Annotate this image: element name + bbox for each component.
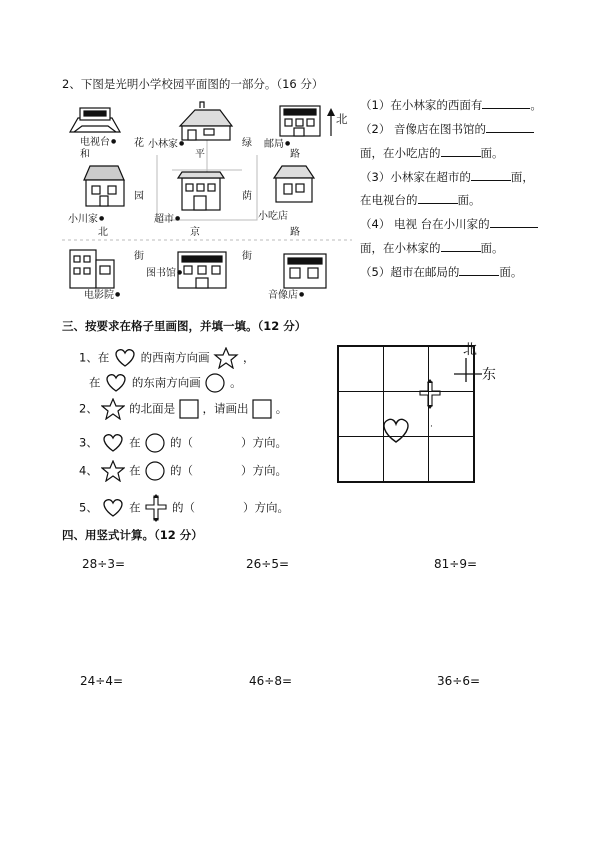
map-label-jie2: 街: [242, 251, 252, 262]
map-label-lu2: 路: [290, 227, 300, 238]
circle-icon: [144, 460, 166, 482]
map-label-he: 和: [80, 149, 90, 160]
star-icon: [213, 347, 239, 369]
map-label-av: 音像店 ●: [268, 289, 304, 302]
heart-icon: [101, 498, 125, 518]
q3-line-3: 2、 的北面是 ，请画出 。: [79, 398, 287, 420]
q3-line-5: 4、 在 的（ ）方向。: [79, 460, 287, 482]
circle-icon: [144, 432, 166, 454]
north-arrow-icon: [326, 108, 336, 136]
map-label-lv: 绿: [242, 138, 252, 149]
q2-item-3b: 在电视台的 面。: [360, 193, 481, 207]
answer-blank[interactable]: [482, 97, 530, 109]
q2-item-4: （4） 电视 台在小川家的: [360, 216, 538, 231]
compass-east-label: 东: [482, 367, 496, 383]
calc-problem-4: 24÷4=: [80, 674, 124, 688]
map-north-label: 北: [336, 112, 348, 126]
q3-line-4: 3、 在 的（ ）方向。: [79, 432, 287, 454]
square-icon: [252, 399, 272, 419]
map-label-tv: 电视台 ●: [80, 136, 116, 149]
map-label-xiaochuan: 小川家 ●: [68, 213, 104, 226]
q3-line-1: 1、在 的西南方向画 ，: [79, 347, 254, 369]
q2-item-2b: 面，在小吃店的 面。: [360, 146, 504, 160]
cross-arrow-icon: [144, 494, 168, 522]
star-icon: [101, 460, 125, 482]
q2-item-5: （5）超市在邮局的 面。: [360, 265, 523, 279]
map-label-hua: 花: [134, 138, 144, 149]
heart-icon: [113, 348, 137, 368]
compass-north-label: 北: [463, 342, 477, 358]
q4-title: 四、用竖式计算。（12 分）: [62, 528, 203, 542]
answer-blank[interactable]: [471, 169, 511, 181]
q3-line-6: 5、 在 的（ ）方向。: [79, 494, 289, 522]
post-office-icon: [280, 106, 320, 136]
map-label-super: 超市 ●: [154, 213, 180, 226]
q2-item-3: （3）小林家在超市的 面，: [360, 170, 534, 184]
snack-shop-icon: [274, 166, 314, 202]
answer-blank[interactable]: [486, 121, 534, 133]
map-label-yin: 荫: [242, 191, 252, 202]
answer-blank[interactable]: [441, 145, 481, 157]
answer-blank[interactable]: [418, 192, 458, 204]
q2-title: 2、下图是光明小学校园平面图的一部分。（16 分）: [62, 77, 324, 91]
answer-blank[interactable]: [441, 240, 481, 252]
grid-heart-icon: [379, 417, 413, 445]
map-label-xiaolin: 小林家 ●: [148, 138, 184, 151]
xiaochuan-home-icon: [84, 166, 124, 206]
map-label-library: 图书馆 ●: [146, 267, 182, 280]
map-label-post: 邮局 ●: [264, 138, 290, 151]
map-label-jing: 京: [190, 227, 200, 238]
circle-icon: [204, 372, 226, 394]
map-label-bei: 北: [98, 227, 108, 238]
q2-item-1: （1）在小林家的西面有 。: [360, 98, 542, 112]
grid-mark: ·: [430, 422, 433, 432]
drawing-grid[interactable]: [337, 342, 477, 483]
q3-line-2: 在 的东南方向画 。: [89, 372, 242, 394]
calc-problem-5: 46÷8=: [249, 674, 293, 688]
square-icon: [179, 399, 199, 419]
map-label-ping: 平: [195, 149, 205, 160]
q3-title: 三、按要求在格子里画图，并填一填。（12 分）: [62, 319, 307, 333]
calc-problem-1: 28÷3=: [82, 557, 126, 571]
campus-map-drawing: [62, 100, 352, 300]
xiaolin-home-icon: [180, 102, 232, 140]
calc-problem-3: 81÷9=: [434, 557, 478, 571]
calc-problem-6: 36÷6=: [437, 674, 481, 688]
campus-map: [62, 100, 352, 300]
grid-cross-arrow-icon: [417, 379, 443, 409]
heart-icon: [104, 373, 128, 393]
map-label-yuan: 园: [134, 191, 144, 202]
tv-station-icon: [70, 108, 120, 132]
q2-item-4b: 面，在小林家的 面。: [360, 241, 504, 255]
answer-blank[interactable]: [490, 216, 538, 228]
answer-blank[interactable]: [459, 264, 499, 276]
map-label-snack: 小吃店: [258, 211, 288, 222]
av-store-icon: [284, 254, 326, 288]
map-label-lu1: 路: [290, 149, 300, 160]
cinema-icon: [70, 250, 114, 288]
supermarket-icon: [178, 172, 224, 210]
heart-icon: [101, 433, 125, 453]
calc-problem-2: 26÷5=: [246, 557, 290, 571]
star-icon: [101, 398, 125, 420]
map-label-cinema: 电影院 ●: [84, 289, 120, 302]
library-icon: [178, 252, 226, 288]
map-label-jie1: 街: [134, 251, 144, 262]
q2-item-2: （2） 音像店在图书馆的: [360, 121, 534, 136]
